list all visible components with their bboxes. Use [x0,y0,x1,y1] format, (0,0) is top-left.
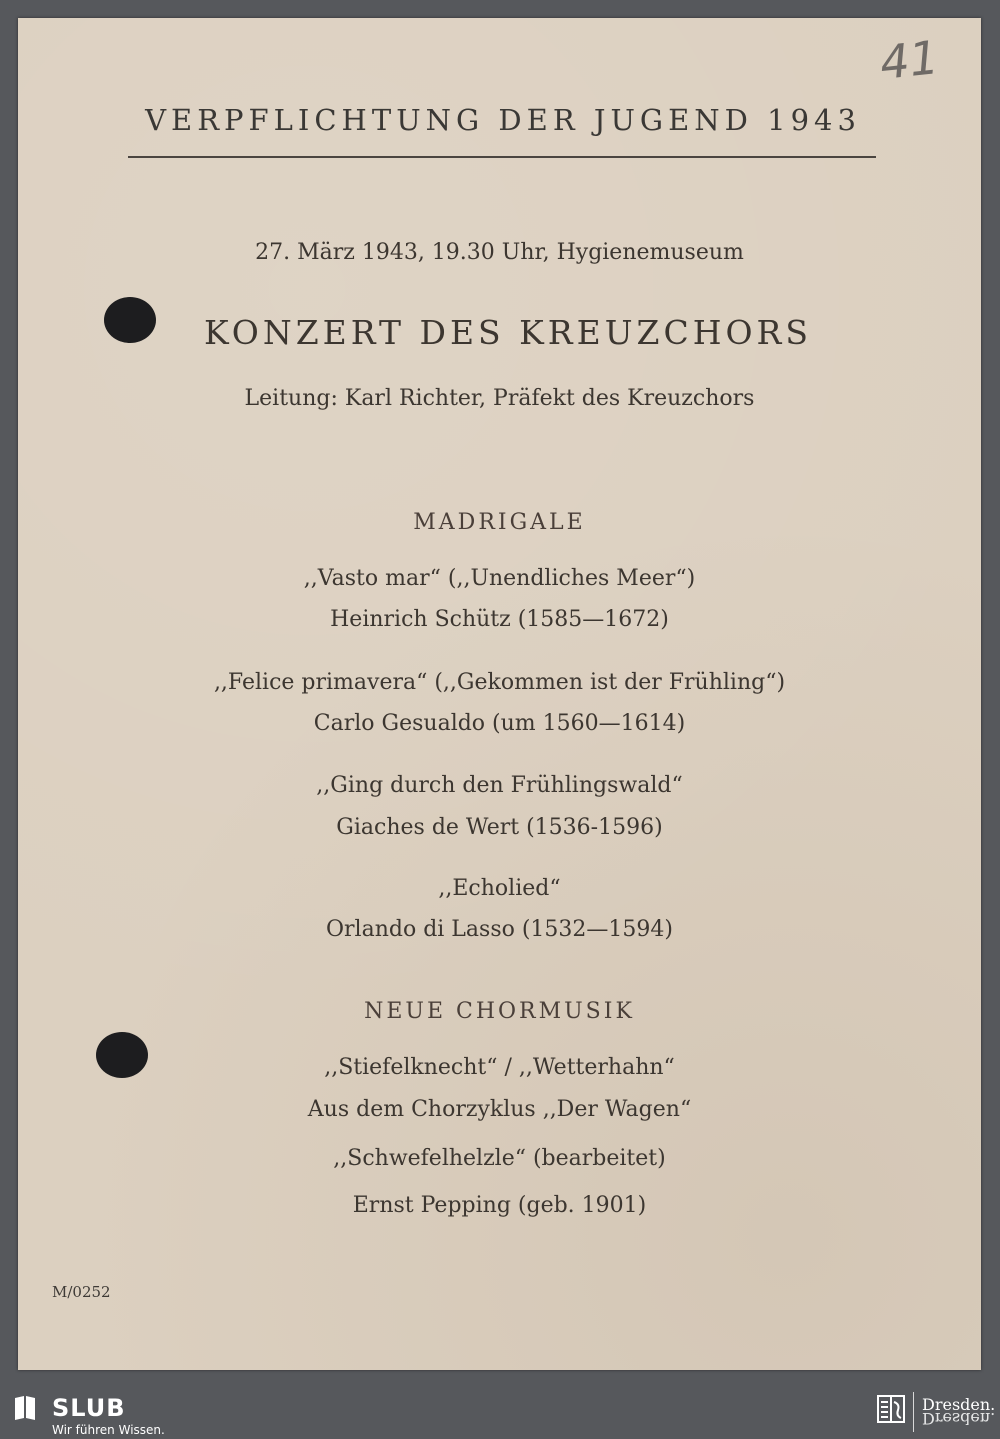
dresden-logo-text[interactable]: Dresden. [922,1395,996,1414]
title-underline [128,156,876,158]
date-line: 27. März 1943, 19.30 Uhr, Hygienemuseum [255,240,744,265]
footer-divider [913,1392,914,1432]
piece-composer: Giaches de Wert (1536-1596) [336,815,663,840]
piece-title: ,,Ging durch den Frühlingswald“ [316,773,683,798]
piece-title: ,,Echolied“ [438,876,561,901]
dresden-crest-icon [876,1394,906,1424]
piece-composer: Carlo Gesualdo (um 1560—1614) [313,711,686,736]
dresden-logo-reflection: Dresden. [922,1409,996,1428]
section-heading-neue-chormusik: NEUE CHORMUSIK [364,999,635,1024]
viewer-footer [0,1388,1000,1439]
concert-title: KONZERT DES KREUZCHORS [204,313,812,352]
piece-title: ,,Vasto mar“ (,,Unendliches Meer“) [303,566,696,591]
piece-composer: Orlando di Lasso (1532—1594) [326,917,673,942]
program-line: Aus dem Chorzyklus ,,Der Wagen“ [307,1097,692,1122]
program-line: Ernst Pepping (geb. 1901) [352,1193,647,1218]
punch-hole-top [104,297,156,343]
piece-title: ,,Felice primavera“ (,,Gekommen ist der Frühling“) [213,670,786,695]
archive-signature: M/0252 [52,1283,111,1301]
slub-tagline: Wir führen Wissen. [52,1423,165,1437]
slub-logo-text[interactable]: SLUB [52,1394,126,1422]
handwritten-page-number: 41 [877,30,942,90]
program-line: ,,Schwefelhelzle“ (bearbeitet) [333,1146,666,1171]
document-title: VERPFLICHTUNG DER JUGEND 1943 [145,103,861,137]
section-heading-madrigale: MADRIGALE [413,510,586,535]
book-icon [12,1394,38,1422]
piece-composer: Heinrich Schütz (1585—1672) [330,607,669,632]
leader-line: Leitung: Karl Richter, Präfekt des Kreuzchors [244,386,755,411]
document-page [18,18,981,1370]
program-line: ,,Stiefelknecht“ / ,,Wetterhahn“ [324,1055,675,1080]
